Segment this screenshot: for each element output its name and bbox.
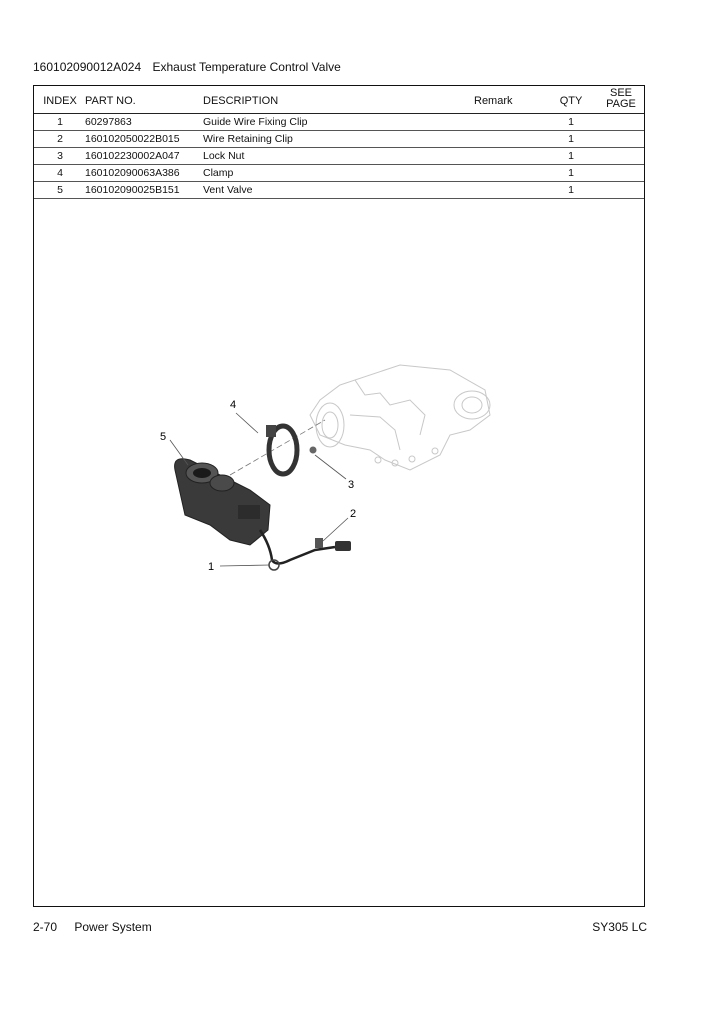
section-name: Power System	[74, 920, 152, 934]
footer-model: SY305 LC	[592, 920, 647, 934]
col-description: DESCRIPTION	[203, 95, 279, 107]
table-row	[34, 130, 644, 148]
row-description: Clamp	[203, 167, 234, 179]
row-index: 1	[57, 116, 63, 128]
col-see-page	[601, 88, 641, 110]
table-row	[34, 147, 644, 165]
row-index: 4	[57, 167, 63, 179]
engine-outline	[310, 365, 490, 470]
table-header	[34, 86, 644, 114]
row-qty: 1	[568, 116, 574, 128]
page-title	[33, 60, 341, 74]
row-part-no: 160102050022B015	[85, 133, 180, 145]
assembly-part-number: 160102090012A024	[33, 60, 142, 74]
col-see-line2: PAGE	[606, 98, 636, 110]
row-description: Guide Wire Fixing Clip	[203, 116, 308, 128]
callout-5: 5	[160, 431, 167, 443]
page-number: 2-70	[33, 920, 58, 934]
callout-3: 3	[348, 479, 355, 491]
lock-nut-part	[310, 447, 317, 454]
col-index: INDEX	[43, 95, 77, 107]
row-description: Lock Nut	[203, 150, 245, 162]
table-row	[34, 164, 644, 182]
exploded-parts-diagram	[150, 355, 510, 585]
callout-2: 2	[350, 508, 357, 520]
row-part-no: 160102230002A047	[85, 150, 180, 162]
row-qty: 1	[568, 184, 574, 196]
col-remark: Remark	[474, 95, 513, 107]
row-qty: 1	[568, 167, 574, 179]
footer-left	[33, 920, 152, 934]
row-part-no: 160102090025B151	[85, 184, 180, 196]
table-row	[34, 113, 644, 131]
vent-valve-part	[175, 459, 270, 545]
row-part-no: 160102090063A386	[85, 167, 180, 179]
wire-harness	[260, 530, 351, 570]
col-see-line1: SEE	[609, 87, 632, 99]
callout-4: 4	[230, 399, 237, 411]
row-index: 3	[57, 150, 63, 162]
assembly-title: Exhaust Temperature Control Valve	[152, 60, 341, 74]
clamp-part	[266, 425, 297, 474]
table-row	[34, 181, 644, 199]
row-qty: 1	[568, 150, 574, 162]
row-part-no: 60297863	[85, 116, 132, 128]
callout-1: 1	[208, 561, 215, 573]
col-part-no: PART NO.	[85, 95, 136, 107]
col-qty: QTY	[559, 95, 583, 107]
row-description: Wire Retaining Clip	[203, 133, 293, 145]
row-index: 2	[57, 133, 63, 145]
row-qty: 1	[568, 133, 574, 145]
row-description: Vent Valve	[203, 184, 253, 196]
row-index: 5	[57, 184, 63, 196]
